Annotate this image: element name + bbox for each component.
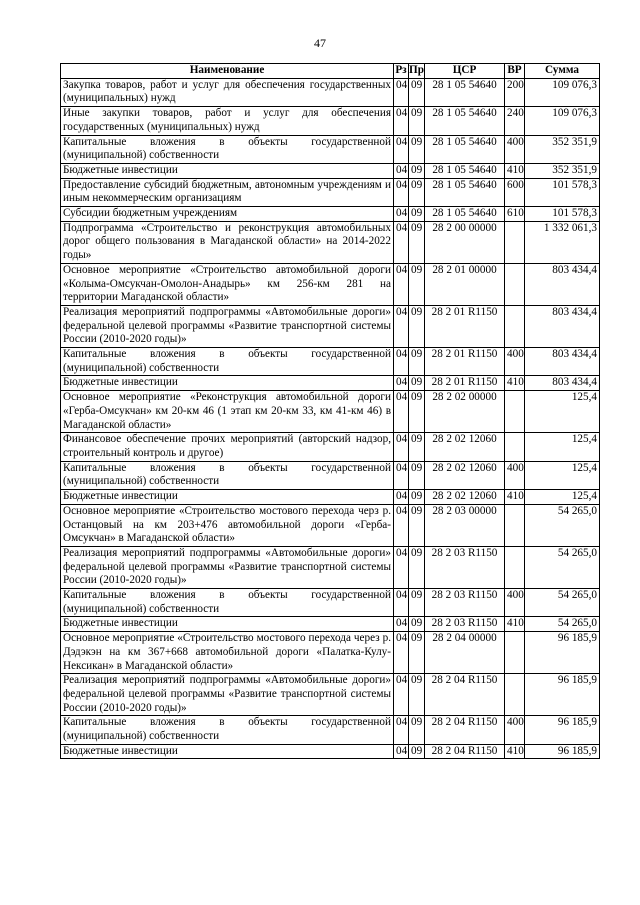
cell-csr: 28 1 05 54640 <box>425 78 505 106</box>
cell-csr: 28 2 03 R1150 <box>425 617 505 632</box>
table-row <box>61 433 600 461</box>
cell-pr: 09 <box>409 207 425 222</box>
cell-name: Бюджетные инвестиции <box>61 163 394 178</box>
cell-sum: 101 578,3 <box>525 178 600 206</box>
header-sum: Сумма <box>525 64 600 79</box>
table-row <box>61 504 600 546</box>
cell-name: Реализация мероприятий подпрограммы «Автомобильные дороги» федеральной целевой программы «Развитие транспортной системы России (2010-2020 годы)» <box>61 305 394 347</box>
table-row <box>61 744 600 759</box>
cell-sum: 125,4 <box>525 433 600 461</box>
cell-vr: 240 <box>505 107 525 135</box>
cell-rz: 04 <box>394 376 409 391</box>
cell-sum: 352 351,9 <box>525 135 600 163</box>
cell-sum: 54 265,0 <box>525 504 600 546</box>
cell-name: Закупка товаров, работ и услуг для обеспечения государственных (муниципальных) нужд <box>61 78 394 106</box>
cell-vr: 410 <box>505 617 525 632</box>
cell-name: Субсидии бюджетным учреждениям <box>61 207 394 222</box>
cell-vr: 600 <box>505 178 525 206</box>
cell-sum: 352 351,9 <box>525 163 600 178</box>
cell-name: Капитальные вложения в объекты государственной (муниципальной) собственности <box>61 716 394 744</box>
cell-csr: 28 2 04 00000 <box>425 632 505 674</box>
cell-rz: 04 <box>394 589 409 617</box>
cell-vr <box>505 674 525 716</box>
cell-sum: 803 434,4 <box>525 263 600 305</box>
cell-pr: 09 <box>409 490 425 505</box>
cell-name: Капитальные вложения в объекты государственной (муниципальной) собственности <box>61 135 394 163</box>
cell-csr: 28 2 02 12060 <box>425 461 505 489</box>
cell-name: Бюджетные инвестиции <box>61 376 394 391</box>
cell-sum: 125,4 <box>525 461 600 489</box>
cell-rz: 04 <box>394 490 409 505</box>
cell-rz: 04 <box>394 207 409 222</box>
cell-pr: 09 <box>409 632 425 674</box>
cell-name: Реализация мероприятий подпрограммы «Автомобильные дороги» федеральной целевой программы «Развитие транспортной системы России (2010-2020 годы)» <box>61 546 394 588</box>
cell-pr: 09 <box>409 461 425 489</box>
cell-vr: 410 <box>505 376 525 391</box>
cell-name: Бюджетные инвестиции <box>61 617 394 632</box>
table-row <box>61 546 600 588</box>
cell-name: Иные закупки товаров, работ и услуг для обеспечения государственных (муниципальных) нужд <box>61 107 394 135</box>
cell-rz: 04 <box>394 178 409 206</box>
cell-sum: 96 185,9 <box>525 674 600 716</box>
cell-csr: 28 2 04 R1150 <box>425 744 505 759</box>
page-number: 47 <box>314 36 326 50</box>
cell-rz: 04 <box>394 221 409 263</box>
table-row <box>61 391 600 433</box>
table-row <box>61 617 600 632</box>
cell-vr <box>505 391 525 433</box>
cell-rz: 04 <box>394 135 409 163</box>
table-row <box>61 78 600 106</box>
table-row <box>61 348 600 376</box>
cell-pr: 09 <box>409 348 425 376</box>
table-row <box>61 589 600 617</box>
cell-name: Основное мероприятие «Строительство мостового перехода через р. Дэдэкэн на км 367+668 автомобильной дороги «Палатка-Кулу-Нексикан» в Магаданской области» <box>61 632 394 674</box>
cell-rz: 04 <box>394 744 409 759</box>
cell-csr: 28 2 02 12060 <box>425 490 505 505</box>
cell-sum: 101 578,3 <box>525 207 600 222</box>
cell-rz: 04 <box>394 716 409 744</box>
cell-vr <box>505 221 525 263</box>
cell-csr: 28 2 04 R1150 <box>425 716 505 744</box>
cell-csr: 28 2 04 R1150 <box>425 674 505 716</box>
header-pr: Пр <box>409 64 425 79</box>
table-row <box>61 221 600 263</box>
cell-name: Основное мероприятие «Строительство автомобильной дороги «Колыма-Омсукчан-Омолон-Анадырь» км 256-км 281 на территории Магаданской области» <box>61 263 394 305</box>
cell-vr: 410 <box>505 744 525 759</box>
cell-name: Капитальные вложения в объекты государственной (муниципальной) собственности <box>61 461 394 489</box>
cell-csr: 28 1 05 54640 <box>425 163 505 178</box>
table-row <box>61 107 600 135</box>
table-row <box>61 163 600 178</box>
table-row <box>61 135 600 163</box>
cell-pr: 09 <box>409 221 425 263</box>
cell-sum: 125,4 <box>525 490 600 505</box>
cell-vr <box>505 263 525 305</box>
cell-rz: 04 <box>394 348 409 376</box>
table-body <box>61 78 600 759</box>
cell-sum: 109 076,3 <box>525 78 600 106</box>
table-header-row <box>61 64 600 79</box>
cell-pr: 09 <box>409 589 425 617</box>
cell-name: Основное мероприятие «Реконструкция автомобильной дороги «Герба-Омсукчан» км 20-км 46 (1 этап км 20-км 33, км 41-км 46) в Магаданской области» <box>61 391 394 433</box>
cell-pr: 09 <box>409 135 425 163</box>
cell-sum: 96 185,9 <box>525 744 600 759</box>
cell-rz: 04 <box>394 433 409 461</box>
cell-csr: 28 2 02 12060 <box>425 433 505 461</box>
cell-pr: 09 <box>409 617 425 632</box>
table-row <box>61 490 600 505</box>
cell-pr: 09 <box>409 263 425 305</box>
cell-rz: 04 <box>394 107 409 135</box>
cell-name: Капитальные вложения в объекты государственной (муниципальной) собственности <box>61 589 394 617</box>
cell-csr: 28 1 05 54640 <box>425 107 505 135</box>
table-row <box>61 305 600 347</box>
cell-vr: 410 <box>505 163 525 178</box>
cell-vr: 410 <box>505 490 525 505</box>
cell-sum: 1 332 061,3 <box>525 221 600 263</box>
table-row <box>61 263 600 305</box>
cell-sum: 803 434,4 <box>525 305 600 347</box>
cell-sum: 96 185,9 <box>525 716 600 744</box>
cell-csr: 28 1 05 54640 <box>425 135 505 163</box>
cell-rz: 04 <box>394 78 409 106</box>
cell-vr: 200 <box>505 78 525 106</box>
cell-pr: 09 <box>409 163 425 178</box>
cell-name: Финансовое обеспечение прочих мероприятий (авторский надзор, строительный контроль и другое) <box>61 433 394 461</box>
table-row <box>61 461 600 489</box>
cell-csr: 28 2 02 00000 <box>425 391 505 433</box>
cell-csr: 28 2 01 R1150 <box>425 348 505 376</box>
header-rz: Рз <box>394 64 409 79</box>
cell-sum: 54 265,0 <box>525 546 600 588</box>
cell-pr: 09 <box>409 674 425 716</box>
cell-vr: 400 <box>505 589 525 617</box>
cell-sum: 54 265,0 <box>525 617 600 632</box>
cell-name: Подпрограмма «Строительство и реконструкция автомобильных дорог общего пользования в Магаданской области» на 2014-2022 годы» <box>61 221 394 263</box>
cell-rz: 04 <box>394 263 409 305</box>
cell-vr <box>505 632 525 674</box>
cell-rz: 04 <box>394 391 409 433</box>
table-row <box>61 178 600 206</box>
cell-rz: 04 <box>394 617 409 632</box>
cell-csr: 28 1 05 54640 <box>425 207 505 222</box>
cell-vr: 400 <box>505 348 525 376</box>
cell-name: Реализация мероприятий подпрограммы «Автомобильные дороги» федеральной целевой программы «Развитие транспортной системы России (2010-2020 годы)» <box>61 674 394 716</box>
cell-pr: 09 <box>409 744 425 759</box>
cell-name: Основное мероприятие «Строительство мостового перехода черз р. Останцовый на км 203+476 автомобильной дороги «Герба-Омсукчан» в Магаданской области» <box>61 504 394 546</box>
cell-vr: 400 <box>505 461 525 489</box>
cell-pr: 09 <box>409 391 425 433</box>
cell-rz: 04 <box>394 163 409 178</box>
cell-rz: 04 <box>394 461 409 489</box>
cell-vr <box>505 433 525 461</box>
header-name: Наименование <box>61 64 394 79</box>
cell-pr: 09 <box>409 305 425 347</box>
table-row <box>61 632 600 674</box>
cell-sum: 109 076,3 <box>525 107 600 135</box>
cell-rz: 04 <box>394 632 409 674</box>
cell-pr: 09 <box>409 78 425 106</box>
cell-sum: 803 434,4 <box>525 376 600 391</box>
cell-pr: 09 <box>409 107 425 135</box>
cell-name: Капитальные вложения в объекты государственной (муниципальной) собственности <box>61 348 394 376</box>
cell-pr: 09 <box>409 178 425 206</box>
header-csr: ЦСР <box>425 64 505 79</box>
cell-pr: 09 <box>409 433 425 461</box>
cell-vr: 400 <box>505 135 525 163</box>
cell-rz: 04 <box>394 305 409 347</box>
cell-csr: 28 2 00 00000 <box>425 221 505 263</box>
cell-vr <box>505 546 525 588</box>
cell-csr: 28 1 05 54640 <box>425 178 505 206</box>
cell-csr: 28 2 01 R1150 <box>425 305 505 347</box>
cell-pr: 09 <box>409 504 425 546</box>
cell-pr: 09 <box>409 546 425 588</box>
cell-pr: 09 <box>409 376 425 391</box>
cell-pr: 09 <box>409 716 425 744</box>
cell-sum: 125,4 <box>525 391 600 433</box>
cell-name: Предоставление субсидий бюджетным, автономным учреждениям и иным некоммерческим организациям <box>61 178 394 206</box>
cell-csr: 28 2 03 R1150 <box>425 589 505 617</box>
cell-sum: 96 185,9 <box>525 632 600 674</box>
cell-vr <box>505 305 525 347</box>
cell-vr <box>505 504 525 546</box>
header-vr: ВР <box>505 64 525 79</box>
table-row <box>61 207 600 222</box>
cell-csr: 28 2 03 00000 <box>425 504 505 546</box>
cell-name: Бюджетные инвестиции <box>61 490 394 505</box>
cell-rz: 04 <box>394 504 409 546</box>
table-row <box>61 376 600 391</box>
cell-name: Бюджетные инвестиции <box>61 744 394 759</box>
budget-table <box>60 63 600 759</box>
cell-sum: 54 265,0 <box>525 589 600 617</box>
cell-csr: 28 2 01 00000 <box>425 263 505 305</box>
cell-rz: 04 <box>394 674 409 716</box>
cell-sum: 803 434,4 <box>525 348 600 376</box>
cell-csr: 28 2 03 R1150 <box>425 546 505 588</box>
cell-vr: 400 <box>505 716 525 744</box>
cell-csr: 28 2 01 R1150 <box>425 376 505 391</box>
cell-vr: 610 <box>505 207 525 222</box>
table-row <box>61 674 600 716</box>
cell-rz: 04 <box>394 546 409 588</box>
table-row <box>61 716 600 744</box>
